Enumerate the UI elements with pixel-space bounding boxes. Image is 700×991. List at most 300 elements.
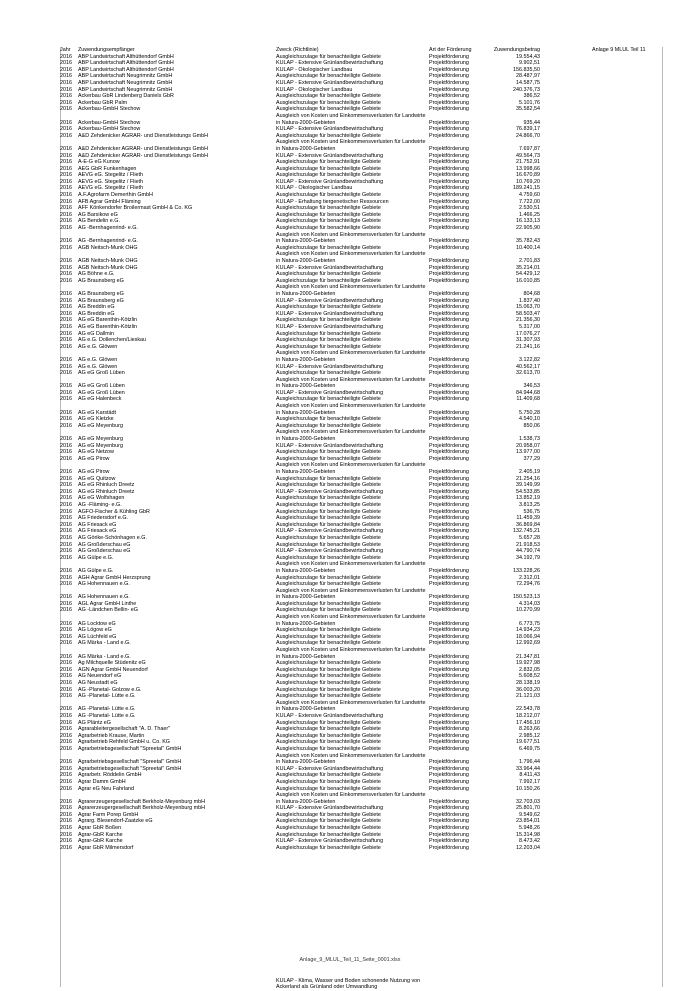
- cell-funding-type: Projektförderung: [429, 712, 469, 719]
- cell-amount: 4.314,03: [519, 600, 540, 607]
- cell-recipient: AG Hohennauen e.G.: [78, 594, 130, 601]
- table-row: [60, 126, 661, 133]
- cell-amount: 10.150,26: [516, 785, 540, 792]
- cell-amount: 19.554,43: [516, 53, 540, 60]
- cell-funding-type: Projektförderung: [429, 370, 469, 377]
- cell-amount: 36.003,20: [516, 686, 540, 693]
- table-row: [60, 54, 661, 61]
- cell-year: 2016: [60, 86, 72, 93]
- table-body: [60, 54, 661, 852]
- cell-funding-type: Projektförderung: [429, 574, 469, 581]
- cell-recipient: AG eG Groß Lüben: [78, 383, 125, 390]
- cell-recipient: AG e.G. Glöwen: [78, 343, 118, 350]
- cell-amount: 31.307,93: [516, 337, 540, 344]
- cell-purpose: Ausgleichszulage für benachteiligte Gebiete: [276, 93, 381, 100]
- cell-amount: 49.564,73: [516, 152, 540, 159]
- cell-purpose: Ausgleichszulage für benachteiligte Gebiete: [276, 370, 381, 377]
- cell-recipient: Agrarbetriebsgesellschaft "Spreetal" GmbH: [78, 745, 182, 752]
- cell-funding-type: Projektförderung: [429, 79, 469, 86]
- cell-recipient: AG Friedersdorf e.G.: [78, 515, 129, 522]
- cell-amount: 22.905,90: [516, 225, 540, 232]
- cell-amount: 19.927,98: [516, 660, 540, 667]
- cell-recipient: Agrar eG Neu Fahrland: [78, 785, 135, 792]
- cell-amount: 5.608,52: [519, 673, 540, 680]
- cell-funding-type: Projektförderung: [429, 389, 469, 396]
- cell-year: 2016: [60, 178, 72, 185]
- cell-amount: 7.992,17: [519, 778, 540, 785]
- cell-purpose: Ausgleichszulage für benachteiligte Gebiete: [276, 205, 381, 212]
- cell-purpose: KULAP - Ökologischer Landbau: [276, 66, 353, 73]
- cell-purpose: Ausgleichszulage für benachteiligte Gebiete: [276, 640, 381, 647]
- cell-recipient: AG eG Barenthin-Kötzlin: [78, 317, 138, 324]
- cell-recipient: AG Märka - Land e.G.: [78, 640, 131, 647]
- table-row: [60, 548, 661, 555]
- cell-year: 2016: [60, 600, 72, 607]
- cell-recipient: AG Lüchfeld eG: [78, 633, 117, 640]
- table-row: [60, 509, 661, 516]
- cell-funding-type: Projektförderung: [429, 165, 469, 172]
- cell-recipient: AG -Ländchen Bellin- eG: [78, 607, 138, 614]
- table-row: [60, 838, 661, 845]
- cell-funding-type: Projektförderung: [429, 422, 469, 429]
- cell-amount: 13.998,66: [516, 165, 540, 172]
- table-row: [60, 396, 661, 403]
- cell-amount: 21.347,81: [516, 653, 540, 660]
- cell-year: 2016: [60, 290, 72, 297]
- cell-recipient: AG eG Rhinluch Dreetz: [78, 488, 135, 495]
- cell-purpose: KULAP - Extensive Grünlandbewirtschaftung: [276, 389, 384, 396]
- table-row: [60, 726, 661, 733]
- table-row: [60, 805, 661, 812]
- cell-year: 2016: [60, 205, 72, 212]
- cell-amount: 3.813,25: [519, 501, 540, 508]
- cell-purpose: Ausgleichszulage für benachteiligte Gebiete: [276, 554, 381, 561]
- cell-funding-type: Projektförderung: [429, 594, 469, 601]
- cell-year: 2016: [60, 844, 72, 851]
- cell-recipient: A-E-G eG Kunow: [78, 159, 120, 166]
- table-row: [60, 575, 661, 582]
- cell-purpose: Ausgleichszulage für benachteiligte Gebiete: [276, 343, 381, 350]
- cell-funding-type: Projektförderung: [429, 501, 469, 508]
- cell-purpose: KULAP - Extensive Grünlandbewirtschaftung: [276, 805, 384, 812]
- cell-year: 2016: [60, 442, 72, 449]
- cell-funding-type: Projektförderung: [429, 811, 469, 818]
- cell-funding-type: Projektförderung: [429, 198, 469, 205]
- cell-recipient: AG eG Groß Lüben: [78, 389, 125, 396]
- cell-amount: 28.138,19: [516, 680, 540, 686]
- cell-year: 2016: [60, 192, 72, 199]
- cell-recipient: AG Braunsberg eG: [78, 277, 124, 284]
- table-row: [60, 667, 661, 674]
- cell-year: 2016: [60, 449, 72, 456]
- cell-recipient: Agrar Damm GmbH: [78, 778, 126, 785]
- cell-amount: 1.837,40: [519, 297, 540, 304]
- table-row: [60, 772, 661, 779]
- cell-purpose: Ausgleichszulage für benachteiligte Gebiete: [276, 844, 381, 851]
- cell-amount: 386,52: [523, 93, 540, 100]
- cell-amount: 76.839,17: [516, 126, 540, 133]
- cell-recipient: AGL Agrar GmbH Linthe: [78, 600, 137, 607]
- cell-year: 2016: [60, 323, 72, 330]
- cell-purpose: Ausgleich von Kosten und Einkommensverlusten für Landwirte in Natura-2000-Gebieten: [276, 752, 426, 766]
- cell-year: 2016: [60, 356, 72, 363]
- cell-year: 2016: [60, 554, 72, 561]
- cell-funding-type: Projektförderung: [429, 172, 469, 179]
- table-row: [60, 179, 661, 186]
- cell-funding-type: Projektförderung: [429, 640, 469, 647]
- cell-year: 2016: [60, 66, 72, 73]
- cell-year: 2016: [60, 693, 72, 700]
- cell-recipient: A&D Zehdenicker AGRAR- und Dienstleistungs GmbH: [78, 152, 209, 159]
- cell-year: 2016: [60, 745, 72, 752]
- cell-year: 2016: [60, 633, 72, 640]
- cell-amount: 12.203,04: [516, 844, 540, 851]
- cell-funding-type: Projektförderung: [429, 159, 469, 166]
- table-row: [60, 80, 661, 87]
- cell-amount: 44.790,74: [516, 548, 540, 555]
- cell-year: 2016: [60, 574, 72, 581]
- cell-year: 2016: [60, 653, 72, 660]
- cell-amount: 9.549,62: [519, 811, 540, 818]
- cell-amount: 1.466,25: [519, 211, 540, 218]
- table-row: [60, 245, 661, 252]
- table-row: [60, 278, 661, 285]
- cell-amount: 346,53: [523, 383, 540, 390]
- table-row: [60, 304, 661, 311]
- cell-purpose: Ausgleich von Kosten und Einkommensverlusten für Landwirte in Natura-2000-Gebieten: [276, 647, 426, 660]
- cell-recipient: Agrarg. Blesendorf-Zaatzke eG: [78, 818, 153, 825]
- cell-amount: 33.964,44: [516, 765, 540, 772]
- cell-year: 2016: [60, 172, 72, 179]
- cell-purpose: Ausgleich von Kosten und Einkommensverlusten für Landwirte in Natura-2000-Gebieten: [276, 251, 426, 264]
- cell-purpose: Ausgleichszulage für benachteiligte Gebiete: [276, 73, 381, 80]
- cell-year: 2016: [60, 409, 72, 416]
- cell-funding-type: Projektförderung: [429, 152, 469, 159]
- cell-year: 2016: [60, 798, 72, 805]
- cell-amount: 11.409,68: [516, 396, 540, 403]
- cell-year: 2016: [60, 60, 72, 67]
- cell-year: 2016: [60, 271, 72, 278]
- cell-recipient: AG eG Netzow: [78, 449, 114, 456]
- table-row: [60, 627, 661, 634]
- cell-recipient: AG eG Groß Lüben: [78, 370, 125, 377]
- cell-purpose: Ausgleichszulage für benachteiligte Gebiete: [276, 53, 381, 60]
- cell-funding-type: Projektförderung: [429, 106, 469, 113]
- cell-recipient: ABP Landwirtschaft Althüttendorf GmbH: [78, 66, 174, 73]
- table-row: [60, 205, 661, 212]
- cell-amount: 35.582,54: [516, 106, 540, 113]
- cell-year: 2016: [60, 363, 72, 370]
- cell-amount: 2.832,05: [519, 666, 540, 673]
- table-header: [60, 47, 661, 54]
- cell-amount: 14.587,75: [516, 79, 540, 86]
- cell-amount: 13.852,19: [516, 495, 540, 502]
- cell-funding-type: Projektförderung: [429, 739, 469, 746]
- cell-year: 2016: [60, 620, 72, 627]
- cell-recipient: AG e.G. Glöwen: [78, 363, 118, 370]
- cell-amount: 4.759,60: [519, 192, 540, 199]
- cell-purpose: KULAP - Extensive Grünlandbewirtschaftung: [276, 323, 384, 330]
- table-row: [60, 337, 661, 344]
- cell-purpose: Ausgleichszulage für benachteiligte Gebiete: [276, 600, 381, 607]
- table-row: [60, 311, 661, 318]
- cell-purpose: Ausgleich von Kosten und Einkommensverlusten für Landwirte in Natura-2000-Gebieten: [276, 403, 426, 416]
- cell-amount: 9.902,51: [519, 60, 540, 67]
- cell-purpose: Ausgleichszulage für benachteiligte Gebiete: [276, 482, 381, 489]
- cell-recipient: AFF Könkendorfer Broilermast GmbH & Co. KG: [78, 205, 193, 212]
- cell-purpose: Ausgleichszulage für benachteiligte Gebiete: [276, 627, 381, 634]
- cell-year: 2016: [60, 455, 72, 462]
- table-row: [60, 133, 661, 140]
- cell-year: 2016: [60, 660, 72, 667]
- cell-amount: 2.405,19: [519, 469, 540, 475]
- cell-purpose: Ausgleich von Kosten und Einkommensverlusten für Landwirte in Natura-2000-Gebieten: [276, 284, 426, 297]
- cell-year: 2016: [60, 422, 72, 429]
- table-row: [60, 766, 661, 773]
- cell-year: 2016: [60, 258, 72, 264]
- cell-purpose: Ausgleichszulage für benachteiligte Gebiete: [276, 396, 381, 403]
- cell-amount: 2.701,83: [519, 258, 540, 264]
- cell-purpose: Ausgleichszulage für benachteiligte Gebiete: [276, 825, 381, 832]
- cell-year: 2016: [60, 337, 72, 344]
- cell-purpose: Ausgleichszulage für benachteiligte Gebiete: [276, 818, 381, 825]
- table-row: [60, 832, 661, 839]
- cell-purpose: Ausgleichszulage für benachteiligte Gebiete: [276, 666, 381, 673]
- cell-year: 2016: [60, 198, 72, 205]
- cell-purpose: Ausgleichszulage für benachteiligte Gebiete: [276, 317, 381, 324]
- cell-amount: 32.613,70: [516, 370, 540, 377]
- cell-amount: 21.356,30: [516, 317, 540, 324]
- cell-funding-type: Projektförderung: [429, 469, 469, 475]
- cell-year: 2016: [60, 521, 72, 528]
- table-row: [60, 555, 661, 562]
- cell-recipient: Agrar GbR Boßen: [78, 825, 122, 832]
- cell-amount: 7.697,87: [519, 145, 540, 152]
- cell-year: 2016: [60, 712, 72, 719]
- cell-amount: 72.294,76: [516, 581, 540, 588]
- cell-purpose: Ausgleichszulage für benachteiligte Gebiete: [276, 416, 381, 423]
- cell-year: 2016: [60, 53, 72, 60]
- cell-amount: 19.677,51: [516, 739, 540, 746]
- cell-amount: 34.192,79: [516, 554, 540, 561]
- cell-year: 2016: [60, 488, 72, 495]
- cell-amount: 5.657,28: [519, 534, 540, 541]
- cell-purpose: KULAP - Extensive Grünlandbewirtschaftung: [276, 297, 384, 304]
- cell-funding-type: Projektförderung: [429, 218, 469, 225]
- cell-recipient: Ag Milchquelle Stüdenitz eG: [78, 660, 146, 667]
- cell-recipient: AG Braunsberg eG: [78, 290, 124, 297]
- cell-year: 2016: [60, 304, 72, 311]
- cell-funding-type: Projektförderung: [429, 277, 469, 284]
- cell-purpose: Ausgleichszulage für benachteiligte Gebiete: [276, 211, 381, 218]
- table-row: [60, 818, 661, 825]
- cell-purpose: Ausgleichszulage für benachteiligte Gebiete: [276, 581, 381, 588]
- cell-funding-type: Projektförderung: [429, 244, 469, 251]
- cell-purpose: Ausgleichszulage für benachteiligte Gebiete: [276, 660, 381, 667]
- table-row: [60, 462, 661, 475]
- cell-amount: 132.745,21: [513, 528, 540, 535]
- cell-amount: 240.376,73: [513, 86, 540, 93]
- cell-funding-type: Projektförderung: [429, 323, 469, 330]
- cell-year: 2016: [60, 759, 72, 766]
- cell-year: 2016: [60, 594, 72, 601]
- cell-recipient: AG -Fläming- e.G.: [78, 501, 122, 508]
- cell-amount: 1.538,73: [519, 436, 540, 443]
- cell-purpose: Ausgleichszulage für benachteiligte Gebiete: [276, 508, 381, 515]
- header-funding-type: Art der Förderung: [429, 47, 472, 53]
- cell-funding-type: Projektförderung: [429, 211, 469, 218]
- cell-recipient: AEVG eG. Stegelitz / Flieth: [78, 178, 144, 185]
- cell-amount: 189.241,15: [513, 185, 540, 192]
- cell-funding-type: Projektförderung: [429, 482, 469, 489]
- cell-amount: 6.469,75: [519, 745, 540, 752]
- cell-purpose: Ausgleich von Kosten und Einkommensverlusten für Landwirte in Natura-2000-Gebieten: [276, 462, 426, 475]
- cell-funding-type: Projektförderung: [429, 759, 469, 766]
- cell-funding-type: Projektförderung: [429, 548, 469, 555]
- cell-recipient: AG Braunsberg eG: [78, 297, 124, 304]
- cell-recipient: AG eG Meyenburg: [78, 436, 123, 443]
- cell-funding-type: Projektförderung: [429, 205, 469, 212]
- table-row: [60, 733, 661, 740]
- cell-year: 2016: [60, 508, 72, 515]
- cell-funding-type: Projektförderung: [429, 297, 469, 304]
- cell-funding-type: Projektförderung: [429, 238, 469, 245]
- cell-purpose: Ausgleichszulage für benachteiligte Gebiete: [276, 726, 381, 733]
- table-row-continued: KULAP - Klima, Wasser und Boden schonende Nutzung von Ackerland als Grünland oder Umwandlung: [276, 978, 421, 991]
- cell-funding-type: Projektförderung: [429, 396, 469, 403]
- cell-year: 2016: [60, 732, 72, 739]
- cell-recipient: Agrarbetriebsgesellschaft "Spreetal" GmbH: [78, 759, 182, 766]
- cell-year: 2016: [60, 264, 72, 271]
- cell-year: 2016: [60, 159, 72, 166]
- cell-purpose: Ausgleichszulage für benachteiligte Gebiete: [276, 739, 381, 746]
- cell-funding-type: Projektförderung: [429, 271, 469, 278]
- cell-recipient: AEVG eG. Stegelitz / Flieth: [78, 172, 144, 179]
- table-row: [60, 739, 661, 746]
- cell-amount: 536,75: [523, 508, 540, 515]
- cell-funding-type: Projektförderung: [429, 693, 469, 700]
- cell-funding-type: Projektförderung: [429, 86, 469, 93]
- cell-year: 2016: [60, 416, 72, 423]
- table-row: [60, 416, 661, 423]
- cell-recipient: Ackerbau-GmbH Stechow: [78, 106, 141, 113]
- cell-funding-type: Projektförderung: [429, 449, 469, 456]
- cell-recipient: Agrarableitergesellschaft "A. D. Thaer": [78, 726, 171, 733]
- cell-year: 2016: [60, 185, 72, 192]
- cell-recipient: A&D Zehdenicker AGRAR- und Dienstleistungs GmbH: [78, 132, 209, 139]
- cell-purpose: Ausgleich von Kosten und Einkommensverlusten für Landwirte in Natura-2000-Gebieten: [276, 376, 426, 390]
- cell-year: 2016: [60, 482, 72, 489]
- cell-amount: 21.752,91: [516, 159, 540, 166]
- cell-recipient: Agrar GbR Milmersdorf: [78, 844, 134, 851]
- cell-recipient: Agrar-GbR Karche: [78, 831, 123, 838]
- cell-recipient: AG eG Dallmin: [78, 330, 114, 337]
- cell-recipient: AG eG Meyenburg: [78, 442, 123, 449]
- cell-year: 2016: [60, 152, 72, 159]
- cell-funding-type: Projektförderung: [429, 99, 469, 106]
- table-row: [60, 284, 661, 297]
- cell-recipient: AG eG Meyenburg: [78, 422, 123, 429]
- table-row: [60, 403, 661, 416]
- cell-year: 2016: [60, 501, 72, 508]
- table-row: [60, 172, 661, 179]
- cell-purpose: KULAP - Extensive Grünlandbewirtschaftung: [276, 488, 384, 495]
- table-row: [60, 331, 661, 338]
- cell-purpose: Ausgleichszulage für benachteiligte Gebiete: [276, 785, 381, 792]
- cell-purpose: Ausgleichszulage für benachteiligte Gebiete: [276, 831, 381, 838]
- cell-recipient: AG e.G. Dollenchen/Lieskau: [78, 337, 147, 344]
- cell-recipient: Ackerbau-GmbH Stechow: [78, 126, 141, 133]
- cell-amount: 4.540,10: [519, 416, 540, 423]
- table-row: [60, 601, 661, 608]
- cell-purpose: Ausgleichszulage für benachteiligte Gebiete: [276, 515, 381, 522]
- cell-year: 2016: [60, 119, 72, 126]
- cell-year: 2016: [60, 706, 72, 713]
- table-row: [60, 515, 661, 522]
- cell-recipient: AGB Neitsch-Munk OHG: [78, 244, 138, 251]
- cell-funding-type: Projektförderung: [429, 534, 469, 541]
- cell-funding-type: Projektförderung: [429, 844, 469, 851]
- cell-purpose: Ausgleich von Kosten und Einkommensverlusten für Landwirte in Natura-2000-Gebieten: [276, 614, 426, 627]
- cell-recipient: AEG GbR Funkenhagen: [78, 165, 137, 172]
- cell-purpose: Ausgleich von Kosten und Einkommensverlusten für Landwirte in Natura-2000-Gebieten: [276, 699, 426, 713]
- cell-recipient: A.F.Agrofarm Demerthin GmbH: [78, 192, 153, 199]
- cell-purpose: KULAP - Extensive Grünlandbewirtschaftung: [276, 765, 384, 772]
- cell-purpose: KULAP - Extensive Grünlandbewirtschaftung: [276, 838, 384, 845]
- cell-amount: 84.944,68: [516, 389, 540, 396]
- table-row: [60, 218, 661, 225]
- cell-purpose: Ausgleichszulage für benachteiligte Gebiete: [276, 693, 381, 700]
- cell-funding-type: Projektförderung: [429, 53, 469, 60]
- cell-amount: 5.750,28: [519, 409, 540, 416]
- cell-recipient: ABP Landwirtschaft Neugrimnitz GmbH: [78, 73, 173, 80]
- cell-purpose: KULAP - Erhaltung tiergenetischer Ressourcen: [276, 198, 389, 205]
- cell-year: 2016: [60, 673, 72, 680]
- cell-funding-type: Projektförderung: [429, 60, 469, 67]
- cell-purpose: Ausgleichszulage für benachteiligte Gebiete: [276, 501, 381, 508]
- cell-purpose: Ausgleichszulage für benachteiligte Gebiete: [276, 244, 381, 251]
- cell-recipient: AG Lögow eG: [78, 627, 112, 634]
- table-row: [60, 159, 661, 166]
- cell-purpose: Ausgleich von Kosten und Einkommensverlusten für Landwirte in Natura-2000-Gebieten: [276, 429, 426, 443]
- cell-year: 2016: [60, 79, 72, 86]
- cell-year: 2016: [60, 831, 72, 838]
- cell-recipient: AG Gülpe e.G.: [78, 554, 114, 561]
- cell-funding-type: Projektförderung: [429, 772, 469, 779]
- table-row: [60, 317, 661, 324]
- cell-year: 2016: [60, 680, 72, 686]
- cell-funding-type: Projektförderung: [429, 330, 469, 337]
- table-row: [60, 792, 661, 805]
- cell-recipient: AG -Planetal- Golzow e.G.: [78, 686, 142, 693]
- table-row: [60, 746, 661, 753]
- cell-recipient: AG Görike-Schönhagen e.G.: [78, 534, 147, 541]
- table-row: [60, 212, 661, 219]
- header-recipient: Zuwendungsempfänger: [78, 47, 135, 53]
- table-row: [60, 199, 661, 206]
- cell-purpose: Ausgleichszulage für benachteiligte Gebiete: [276, 719, 381, 726]
- table-row: [60, 640, 661, 647]
- cell-funding-type: Projektförderung: [429, 515, 469, 522]
- cell-funding-type: Projektförderung: [429, 732, 469, 739]
- cell-recipient: Ackerbau GbR Palm: [78, 99, 128, 106]
- cell-amount: 35.782,43: [516, 238, 540, 245]
- cell-recipient: AGB Neitsch-Munk OHG: [78, 258, 138, 264]
- table-row: [60, 87, 661, 94]
- cell-recipient: Ackerbau-GmbH Stechow: [78, 119, 141, 126]
- cell-recipient: A&D Zehdenicker AGRAR- und Dienstleistungs GmbH: [78, 145, 209, 152]
- cell-amount: 32.703,03: [516, 798, 540, 805]
